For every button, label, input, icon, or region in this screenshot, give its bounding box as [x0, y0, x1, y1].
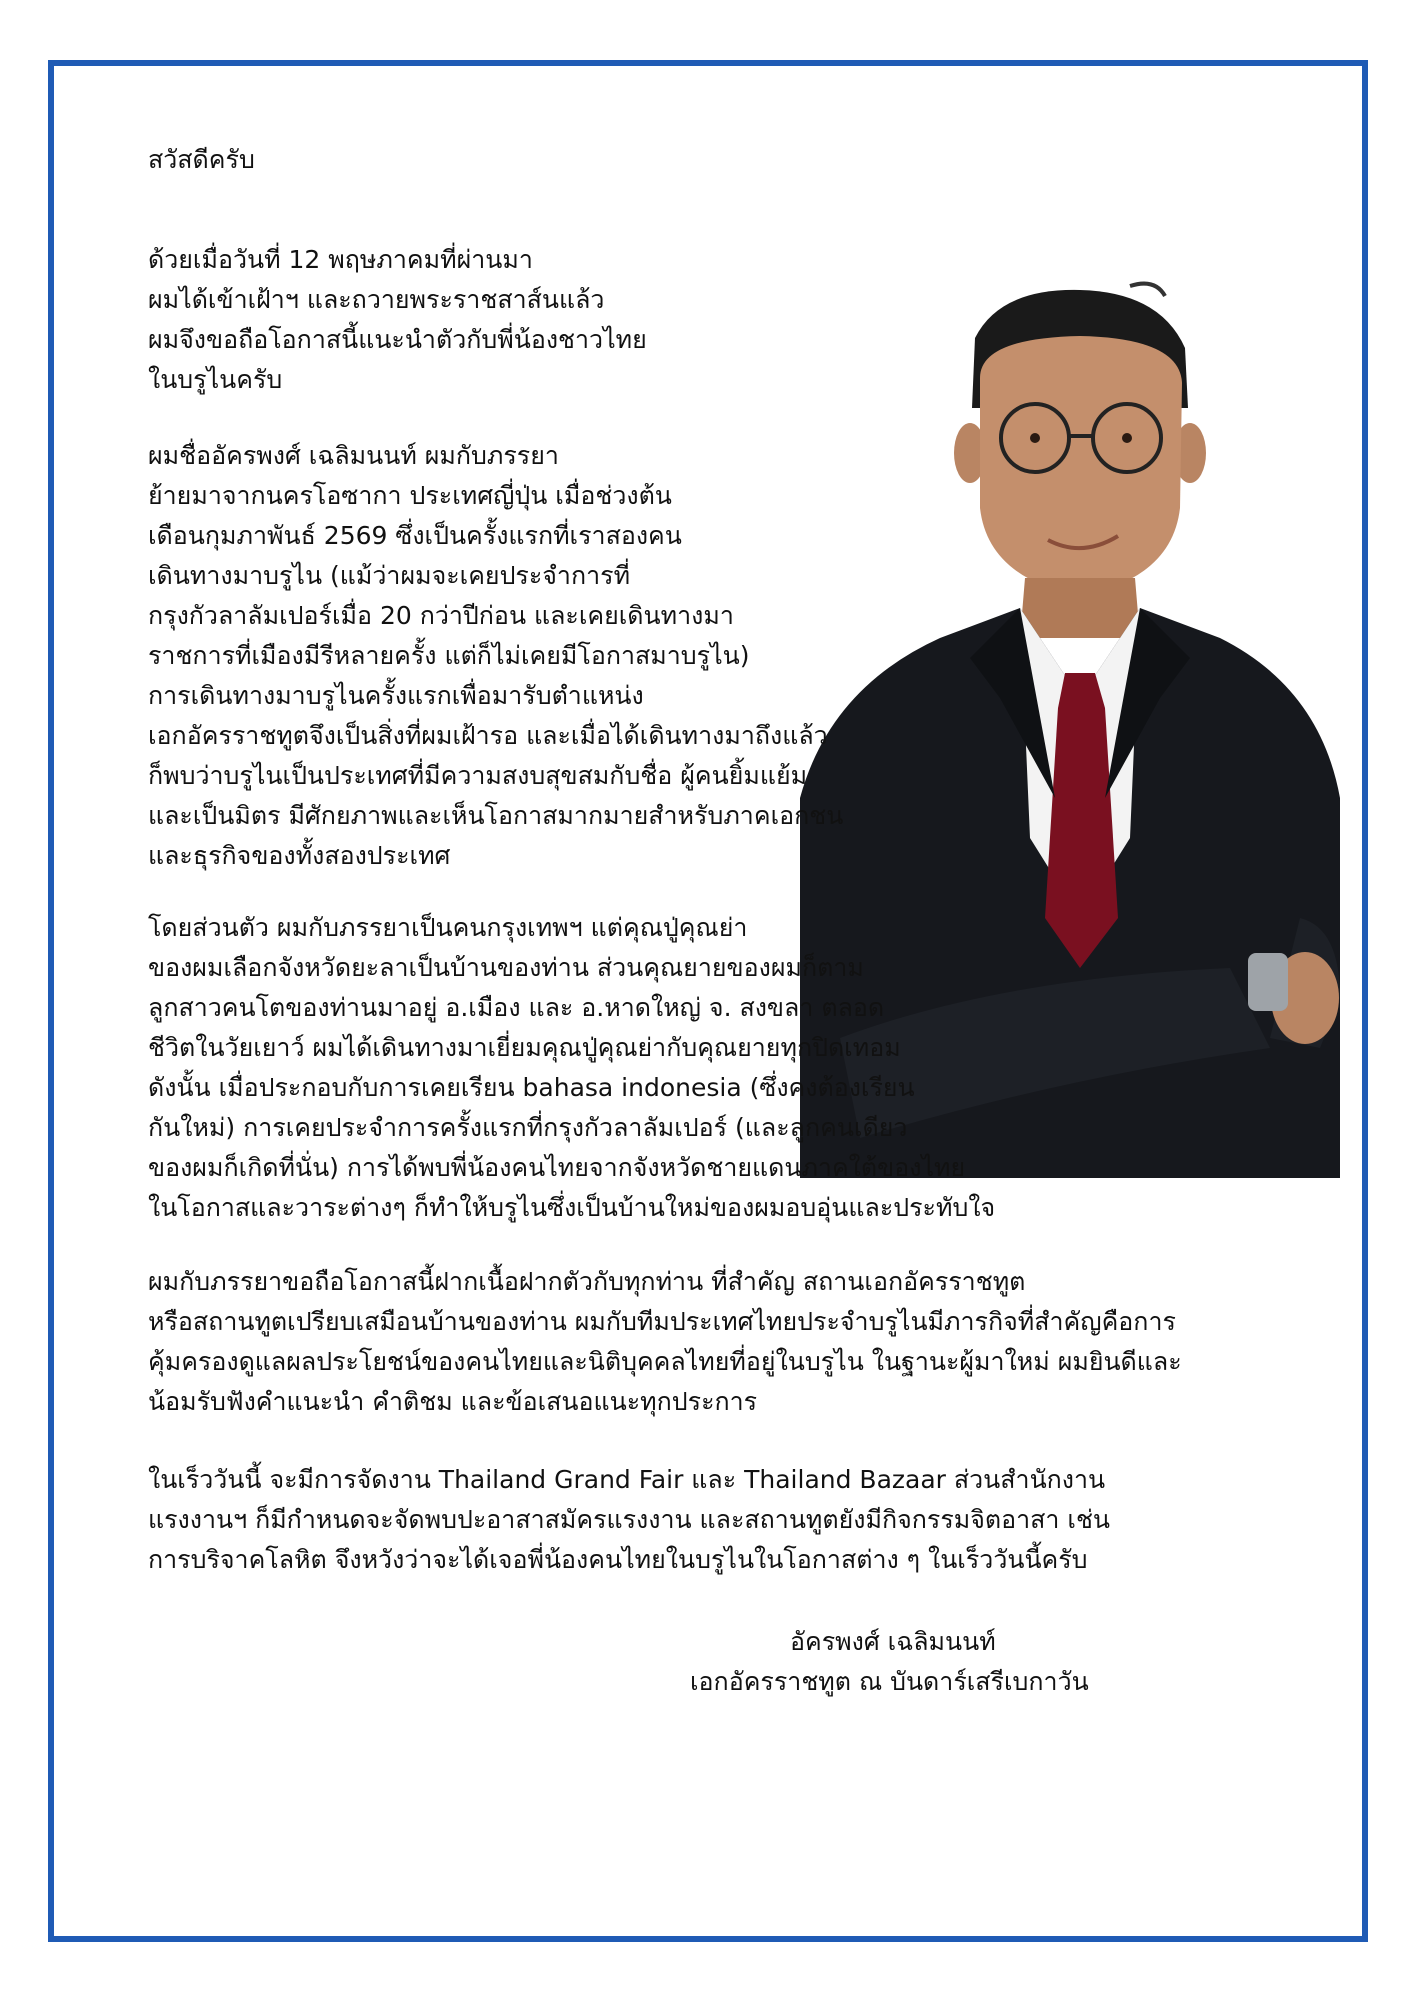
letter-paragraph-4: ผมกับภรรยาขอถือโอกาสนี้ฝากเนื้อฝากตัวกับทุกท่าน ที่สำคัญ สถานเอกอัครราชทูต หรือสถานทูตเปรียบเสมือนบ้านของท่าน ผมกับทีมประเทศไทยประจำบรูไนมีภารกิจที่สำคัญคือการ คุ้มครองดูแลผลประโยชน์ของคนไทยและนิติบุคคลไทยที่อยู่ในบรูไน ในฐานะผู้มาใหม่ ผมยินดีและ น้อมรับฟังคำแนะนำ คำติชม และข้อเสนอแนะทุกประการ — [148, 1267, 1182, 1416]
letter-paragraph-5: ในเร็ววันนี้ จะมีการจัดงาน Thailand Grand Fair และ Thailand Bazaar ส่วนสำนักงาน แรงงานฯ ก็มีกำหนดจะจัดพบปะอาสาสมัครแรงงาน และสถานทูตยังมีกิจกรรมจิตอาสา เช่น การบริจาคโลหิต จึงหวังว่าจะได้เจอพี่น้องคนไทยในบรูไนในโอกาสต่าง ๆ ในเร็ววันนี้ครับ — [148, 1465, 1111, 1574]
letter-paragraph-1: ด้วยเมื่อวันที่ 12 พฤษภาคมที่ผ่านมา ผมได้เข้าเฝ้าฯ และถวายพระราชสาส์นแล้ว ผมจึงขอถือโอกาสนี้แนะนำตัวกับพี่น้องชาวไทย ในบรูไนครับ — [148, 245, 647, 394]
letter-paragraph-2: ผมชื่ออัครพงศ์ เฉลิมนนท์ ผมกับภรรยา ย้ายมาจากนครโอซากา ประเทศญี่ปุ่น เมื่อช่วงต้น เดือนกุมภาพันธ์ 2569 ซึ่งเป็นครั้งแรกที่เราสองคน เดินทางมาบรูไน (แม้ว่าผมจะเคยประจำการที่ กรุงกัวลาลัมเปอร์เมื่อ 20 กว่าปีก่อน และเคยเดินทางมา ราชการที่เมืองมีรีหลายครั้ง แต่ก็ไม่เคยมีโอกาสมาบรูไน) การเดินทางมาบรูไนครั้งแรกเพื่อมารับตำแหน่ง เอกอัครราชทูตจึงเป็นสิ่งที่ผมเฝ้ารอ และเมื่อได้เดินทางมาถึงแล้ว ก็พบว่าบรูไนเป็นประเทศที่มีความสงบสุขสมกับชื่อ ผู้คนยิ้มแย้ม และเป็นมิตร มีศักยภาพและเห็นโอกาสมากมายสำหรับภาคเอกชน และธุรกิจของทั้งสองประเทศ — [148, 441, 844, 870]
signature-title: เอกอัครราชทูต ณ บันดาร์เสรีเบกาวัน — [690, 1667, 1089, 1696]
letter-greeting: สวัสดีครับ — [148, 145, 255, 174]
letter-paragraph-3: โดยส่วนตัว ผมกับภรรยาเป็นคนกรุงเทพฯ แต่คุณปู่คุณย่า ของผมเลือกจังหวัดยะลาเป็นบ้านของท่าน ส่วนคุณยายของผมก็ตาม ลูกสาวคนโตของท่านมาอยู่ อ.เมือง และ อ.หาดใหญ่ จ. สงขลา ตลอด ชีวิตในวัยเยาว์ ผมได้เดินทางมาเยี่ยมคุณปู่คุณย่ากับคุณยายทุกปิดเทอม ดังนั้น เมื่อประกอบกับการเคยเรียน bahasa indonesia (ซึ่งคงต้องเรียน กันใหม่) การเคยประจำการครั้งแรกที่กรุงกัวลาลัมเปอร์ (และลูกคนเดียว ของผมก็เกิดที่นั่น) การได้พบพี่น้องคนไทยจากจังหวัดชายแดนภาคใต้ของไทย ในโอกาสและวาระต่างๆ ก็ทำให้บรูไนซึ่งเป็นบ้านใหม่ของผมอบอุ่นและประทับใจ — [148, 913, 996, 1222]
signature-name: อัครพงศ์ เฉลิมนนท์ — [790, 1627, 996, 1656]
